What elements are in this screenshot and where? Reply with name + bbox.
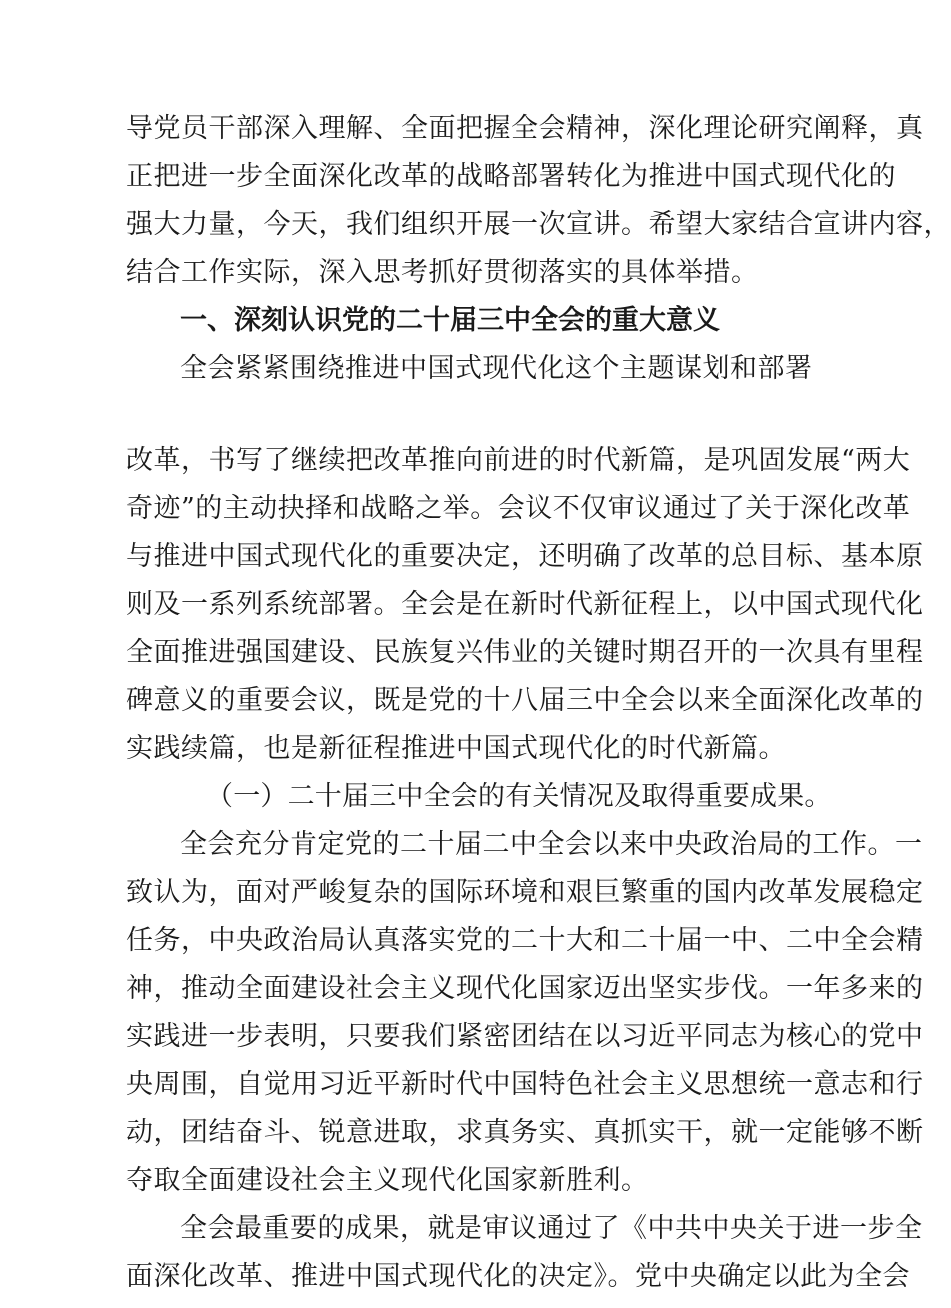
paragraph-plenary-work [126,828,924,1212]
text-line: 则及一系列系统部署。全会是在新时代新征程上，以中国式现代化 [126,589,924,620]
text-line: 致认为，面对严峻复杂的国际环境和艰巨繁重的国内改革发展稳定 [126,877,924,908]
text-line: 神，推动全面建设社会主义现代化国家迈出坚实步伐。一年多来的 [126,973,924,1004]
text-line: 面深化改革、推进中国式现代化的决定》。党中央确定以此为全会 [126,1261,910,1292]
text-line: 奇迹”的主动抉择和战略之举。会议不仅审议通过了关于深化改革 [126,493,911,524]
text-line: 与推进中国式现代化的重要决定，还明确了改革的总目标、基本原 [126,541,924,572]
text-line: 实践进一步表明，只要我们紧密团结在以习近平同志为核心的党中 [126,1021,924,1052]
text-line: 动，团结奋斗、锐意进取，求真务实、真抓实干，就一定能够不断 [126,1117,924,1148]
text-line: 强大力量，今天，我们组织开展一次宣讲。希望大家结合宣讲内容， [126,209,951,240]
text-line: 全会紧紧围绕推进中国式现代化这个主题谋划和部署 [180,353,813,384]
paragraph-gap [126,400,802,444]
text-line: 改革，书写了继续把改革推向前进的时代新篇，是巩固发展“两大 [126,445,911,476]
subsection-heading: （一）二十届三中全会的有关情况及取得重要成果。 [206,781,832,812]
paragraph-intro [126,112,951,304]
document-page [126,112,951,1308]
text-line: 导党员干部深入理解、全面把握全会精神，深化理论研究阐释，真 [126,113,924,144]
text-line: 夺取全面建设社会主义现代化国家新胜利。 [126,1165,649,1196]
text-line: 结合工作实际，深入思考抓好贯彻落实的具体举措。 [126,257,759,288]
section-heading: 一、深刻认识党的二十届三中全会的重大意义 [180,305,720,336]
text-line: 全面推进强国建设、民族复兴伟业的关键时期召开的一次具有里程 [126,637,924,668]
text-line: 碑意义的重要会议，既是党的十八届三中全会以来全面深化改革的 [126,685,924,716]
paragraph-significance [126,352,924,780]
text-line: 央周围，自觉用习近平新时代中国特色社会主义思想统一意志和行 [126,1069,924,1100]
text-line: 全会最重要的成果，就是审议通过了《中共中央关于进一步全 [180,1213,923,1244]
text-line: 全会充分肯定党的二十届二中全会以来中央政治局的工作。一 [180,829,923,860]
paragraph-key-outcome [126,1212,923,1308]
text-line: 实践续篇，也是新征程推进中国式现代化的时代新篇。 [126,733,786,764]
text-line: 正把进一步全面深化改革的战略部署转化为推进中国式现代化的 [126,161,896,192]
text-line: 任务，中央政治局认真落实党的二十大和二十届一中、二中全会精 [126,925,924,956]
